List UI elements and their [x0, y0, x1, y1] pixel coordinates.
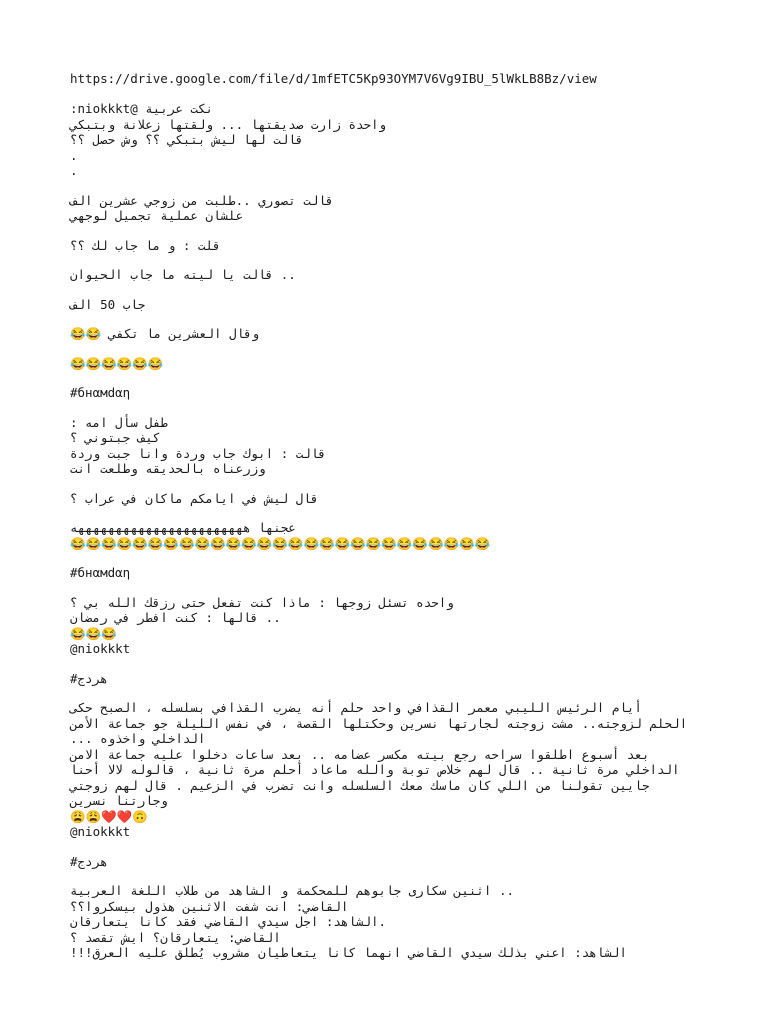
text-line: عجنها هههههههههههههههههههههههه — [70, 520, 296, 535]
text-line: القاضي: انت شفت الاثنين هذول بيسكروا؟؟ — [70, 898, 349, 914]
paragraph — [70, 297, 700, 313]
text-line: . — [70, 147, 78, 163]
joke — [70, 595, 700, 657]
spacer — [70, 87, 700, 101]
text-line: 😂😂😂😂😂😂😂😂😂😂😂😂😂😂😂😂😂😂😂😂😂😂😂😂😂😂😂 — [70, 535, 491, 551]
text-line: قالت لها ليش بتبكي ؟؟ وش حصل ؟؟ — [70, 132, 304, 147]
joke-intro — [70, 101, 700, 179]
hashtag-text: #бнαмdαη — [70, 385, 131, 400]
text-line: بعد أسبوع اطلقوا سراحه رجع بيته مكسر عضامه .. بعد ساعات دخلوا عليه جماعة الامن — [70, 746, 650, 762]
text-line: .. قالت يا ليته ما جاب الحيوان — [70, 267, 296, 282]
hashtag — [70, 854, 700, 870]
text-line: طفل سأل امه : — [70, 414, 168, 430]
text-line: جايين تقولنا من اللي كان ماسك معك السلسله وانت تضرب في الزعيم . قال لهم زوجتي — [70, 777, 650, 793]
emoji-line — [70, 356, 700, 372]
joke — [70, 883, 700, 961]
text-line: 😂😂😂😂😂😂 — [70, 355, 164, 371]
paragraph — [70, 193, 700, 224]
paragraph — [70, 491, 700, 507]
text-line: 😂😂😂 — [70, 625, 117, 641]
hashtag-text: هردج# — [70, 853, 108, 869]
text-line: قلت : و ما جاب لك ؟؟ — [70, 237, 221, 253]
text-line: .. اثنين سكارى جابوهم للمحكمة و الشاهد من طلاب اللغة العربية — [70, 883, 515, 898]
text-line: علشان عملية تجميل لوجهي — [70, 208, 244, 223]
text-line: واحده تسئل زوجها : ماذا كنت تفعل حتى رزقك الله بي ؟ — [70, 594, 454, 610]
author-handle: @niokkkt — [70, 641, 131, 656]
text-line: .. قالها : كنت افطر في رمضان — [70, 610, 281, 625]
hashtag-text: #бнαмdαη — [70, 565, 131, 580]
paragraph — [70, 326, 700, 342]
text-line: 😩😩❤️❤️🙃 — [70, 808, 148, 824]
document-url[interactable]: https://drive.google.com/file/d/1mfETC5Kp93OYM7V6Vg9IBU_5lWkLB8Bz/view — [70, 71, 597, 86]
paragraph — [70, 267, 700, 283]
paragraph — [70, 238, 700, 254]
hashtag-text: هردج# — [70, 670, 108, 686]
text-line: . — [70, 163, 78, 178]
document-page — [70, 71, 700, 975]
hashtag — [70, 671, 700, 687]
text-line: الداخلي مرة ثانية .. قال لهم خلاص توبة والله ماعاد أحلم مرة ثانية ، قالوله لالا أحنا — [70, 762, 680, 777]
joke — [70, 700, 700, 840]
joke — [70, 415, 700, 477]
text-line: القاضي: يتعارقان؟ ايش تقصد ؟ — [70, 929, 281, 945]
text-line: كيف جبتوني ؟ — [70, 430, 161, 445]
text-line: قالت تصوري ..طلبت من زوجي عشرين الف — [70, 192, 334, 208]
text-line: جاب 50 الف — [70, 296, 146, 312]
text-line: الشاهد: اعني بذلك سيدي القاضي انهما كانا يتعاطيان مشروب يُطلق عليه العرق!!! — [70, 945, 627, 960]
hashtag — [70, 385, 700, 401]
text-line: واحدة زارت صديقتها ... ولقتها زعلانة وبتبكي — [70, 116, 387, 132]
text-line: الحلم لزوجته.. مشت زوجته لجارتها نسرين وحكتلها القصة ، في نفس الليلة جو جماعة الأمن — [70, 715, 688, 731]
author-handle: @niokkkt — [70, 824, 131, 839]
text-line: الداخلي واخذوه ... — [70, 731, 206, 746]
text-line: قال ليش في ايامكم ماكان في عراب ؟ — [70, 490, 319, 506]
text-line: وقال العشرين ما تكفي 😂😂 — [70, 326, 260, 341]
text-line: أيام الرئيس الليبي معمر القذافي واحد حلم أنه يضرب القذافي بسلسله ، الصبح حكى — [70, 700, 642, 715]
paragraph — [70, 520, 700, 551]
text-line: .الشاهد: اجل سيدي القاضي فقد كانا يتعارقان — [70, 914, 387, 929]
text-line: نكت عربية @niokkkt: — [70, 101, 214, 116]
text-line: وزرعناه بالحديقه وطلعت انت — [70, 461, 266, 476]
text-line: وجارتنا نسرين — [70, 793, 168, 808]
text-line: قالت : ابوك جاب وردة وانا جبت وردة — [70, 445, 326, 461]
hashtag — [70, 565, 700, 581]
